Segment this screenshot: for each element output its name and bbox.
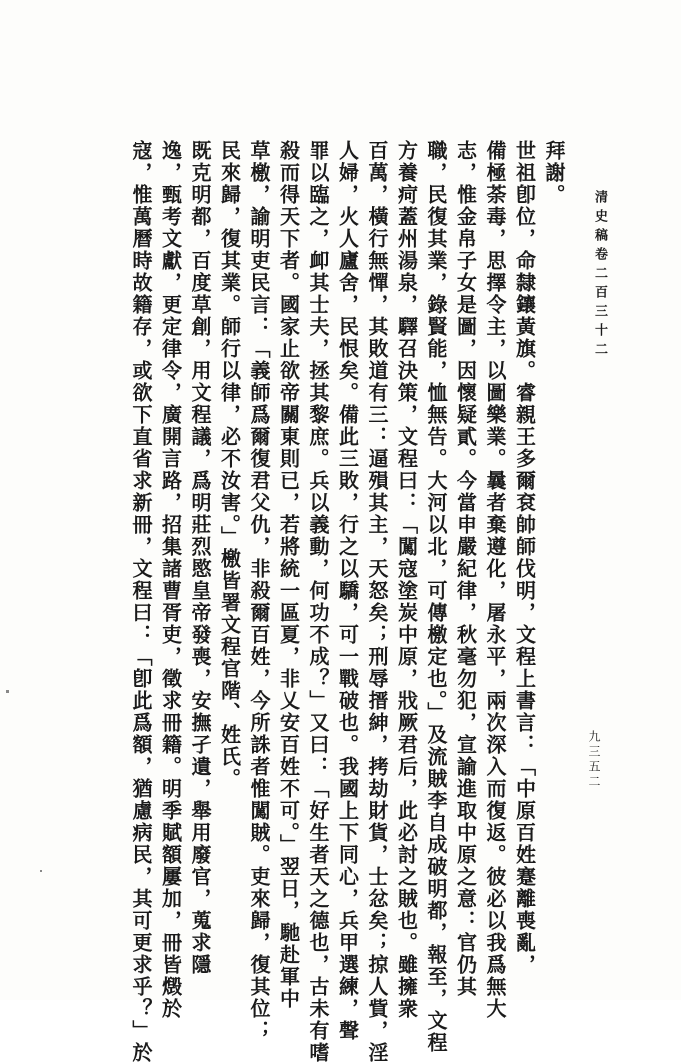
text-column: 罪以臨之，卹其士夫，拯其黎庶。兵以義動，何功不成？」又曰：「好生者天之德也，古未有嗜 — [306, 140, 330, 1064]
text-column: 志，惟金帛子女是圖，因懷疑貳。今當申嚴紀律，秋毫勿犯，宣諭進取中原之意：官仍其 — [453, 140, 478, 998]
running-header: 清史稿卷二百三十二 — [592, 190, 607, 361]
text-column: 拜謝。 — [542, 140, 566, 206]
text-column: 逸，甄考文獻，更定律令，廣開言路，招集諸曹胥吏，徵求冊籍。明季賦額屢加，冊皆燬於 — [158, 140, 183, 1020]
text-column: 世祖卽位，命隸鑲黃旗。睿親王多爾袞帥師伐明，文程上書言：「中原百姓蹇離喪亂， — [512, 140, 537, 976]
text-column: 備極荼毒，思擇令主，以圖樂業。曩者棄遵化，屠永平，兩次深入而復返。彼必以我爲無大 — [483, 140, 507, 1020]
text-column: 寇，惟萬曆時故籍存，或欲下直省求新冊，文程曰：「卽此爲額，猶慮病民，其可更求乎？」於 — [129, 140, 153, 1064]
page-number: 九三五二 — [587, 730, 601, 790]
text-column: 殺而得天下者。國家止欲帝關東則已，若將統一區夏，非乂安百姓不可。」翌日，馳赴軍中 — [276, 140, 301, 1010]
text-column: 人婦，火人廬舍，民恨矣。備此三敗，行之以驕，可一戰破也。我國上下同心，兵甲選練，聲 — [335, 140, 360, 1042]
text-column: 既克明都，百度草創，用文程議，爲明莊烈愍皇帝發喪，安撫孑遺，舉用廢官，蒐求隱 — [188, 140, 212, 976]
text-column: 民來歸，復其業。師行以律，必不汝害。」檄皆署文程官階、姓氏。 — [217, 140, 242, 790]
scan-mark — [40, 870, 42, 872]
text-column: 職，民復其業，錄賢能，恤無告。大河以北，可傳檄定也。」及流賊李自成破明都，報至，文程 — [424, 140, 448, 1054]
main-text — [129, 140, 568, 1064]
scan-mark — [6, 690, 9, 693]
text-column: 草檄，諭明吏民言：「義師爲爾復君父仇，非殺爾百姓，今所誅者惟闖賊。吏來歸，復其位； — [247, 140, 271, 1042]
text-column: 百萬，橫行無憚，其敗道有三：逼殞其主，天怒矣；刑辱搢紳，拷劫財貨，士忿矣；掠人貲，淫 — [365, 140, 389, 1064]
text-column: 方養疴蓋州湯泉，驛召決策，文程曰：「闖寇塗炭中原，戕厥君后，此必討之賊也。雖擁衆 — [394, 140, 419, 1020]
